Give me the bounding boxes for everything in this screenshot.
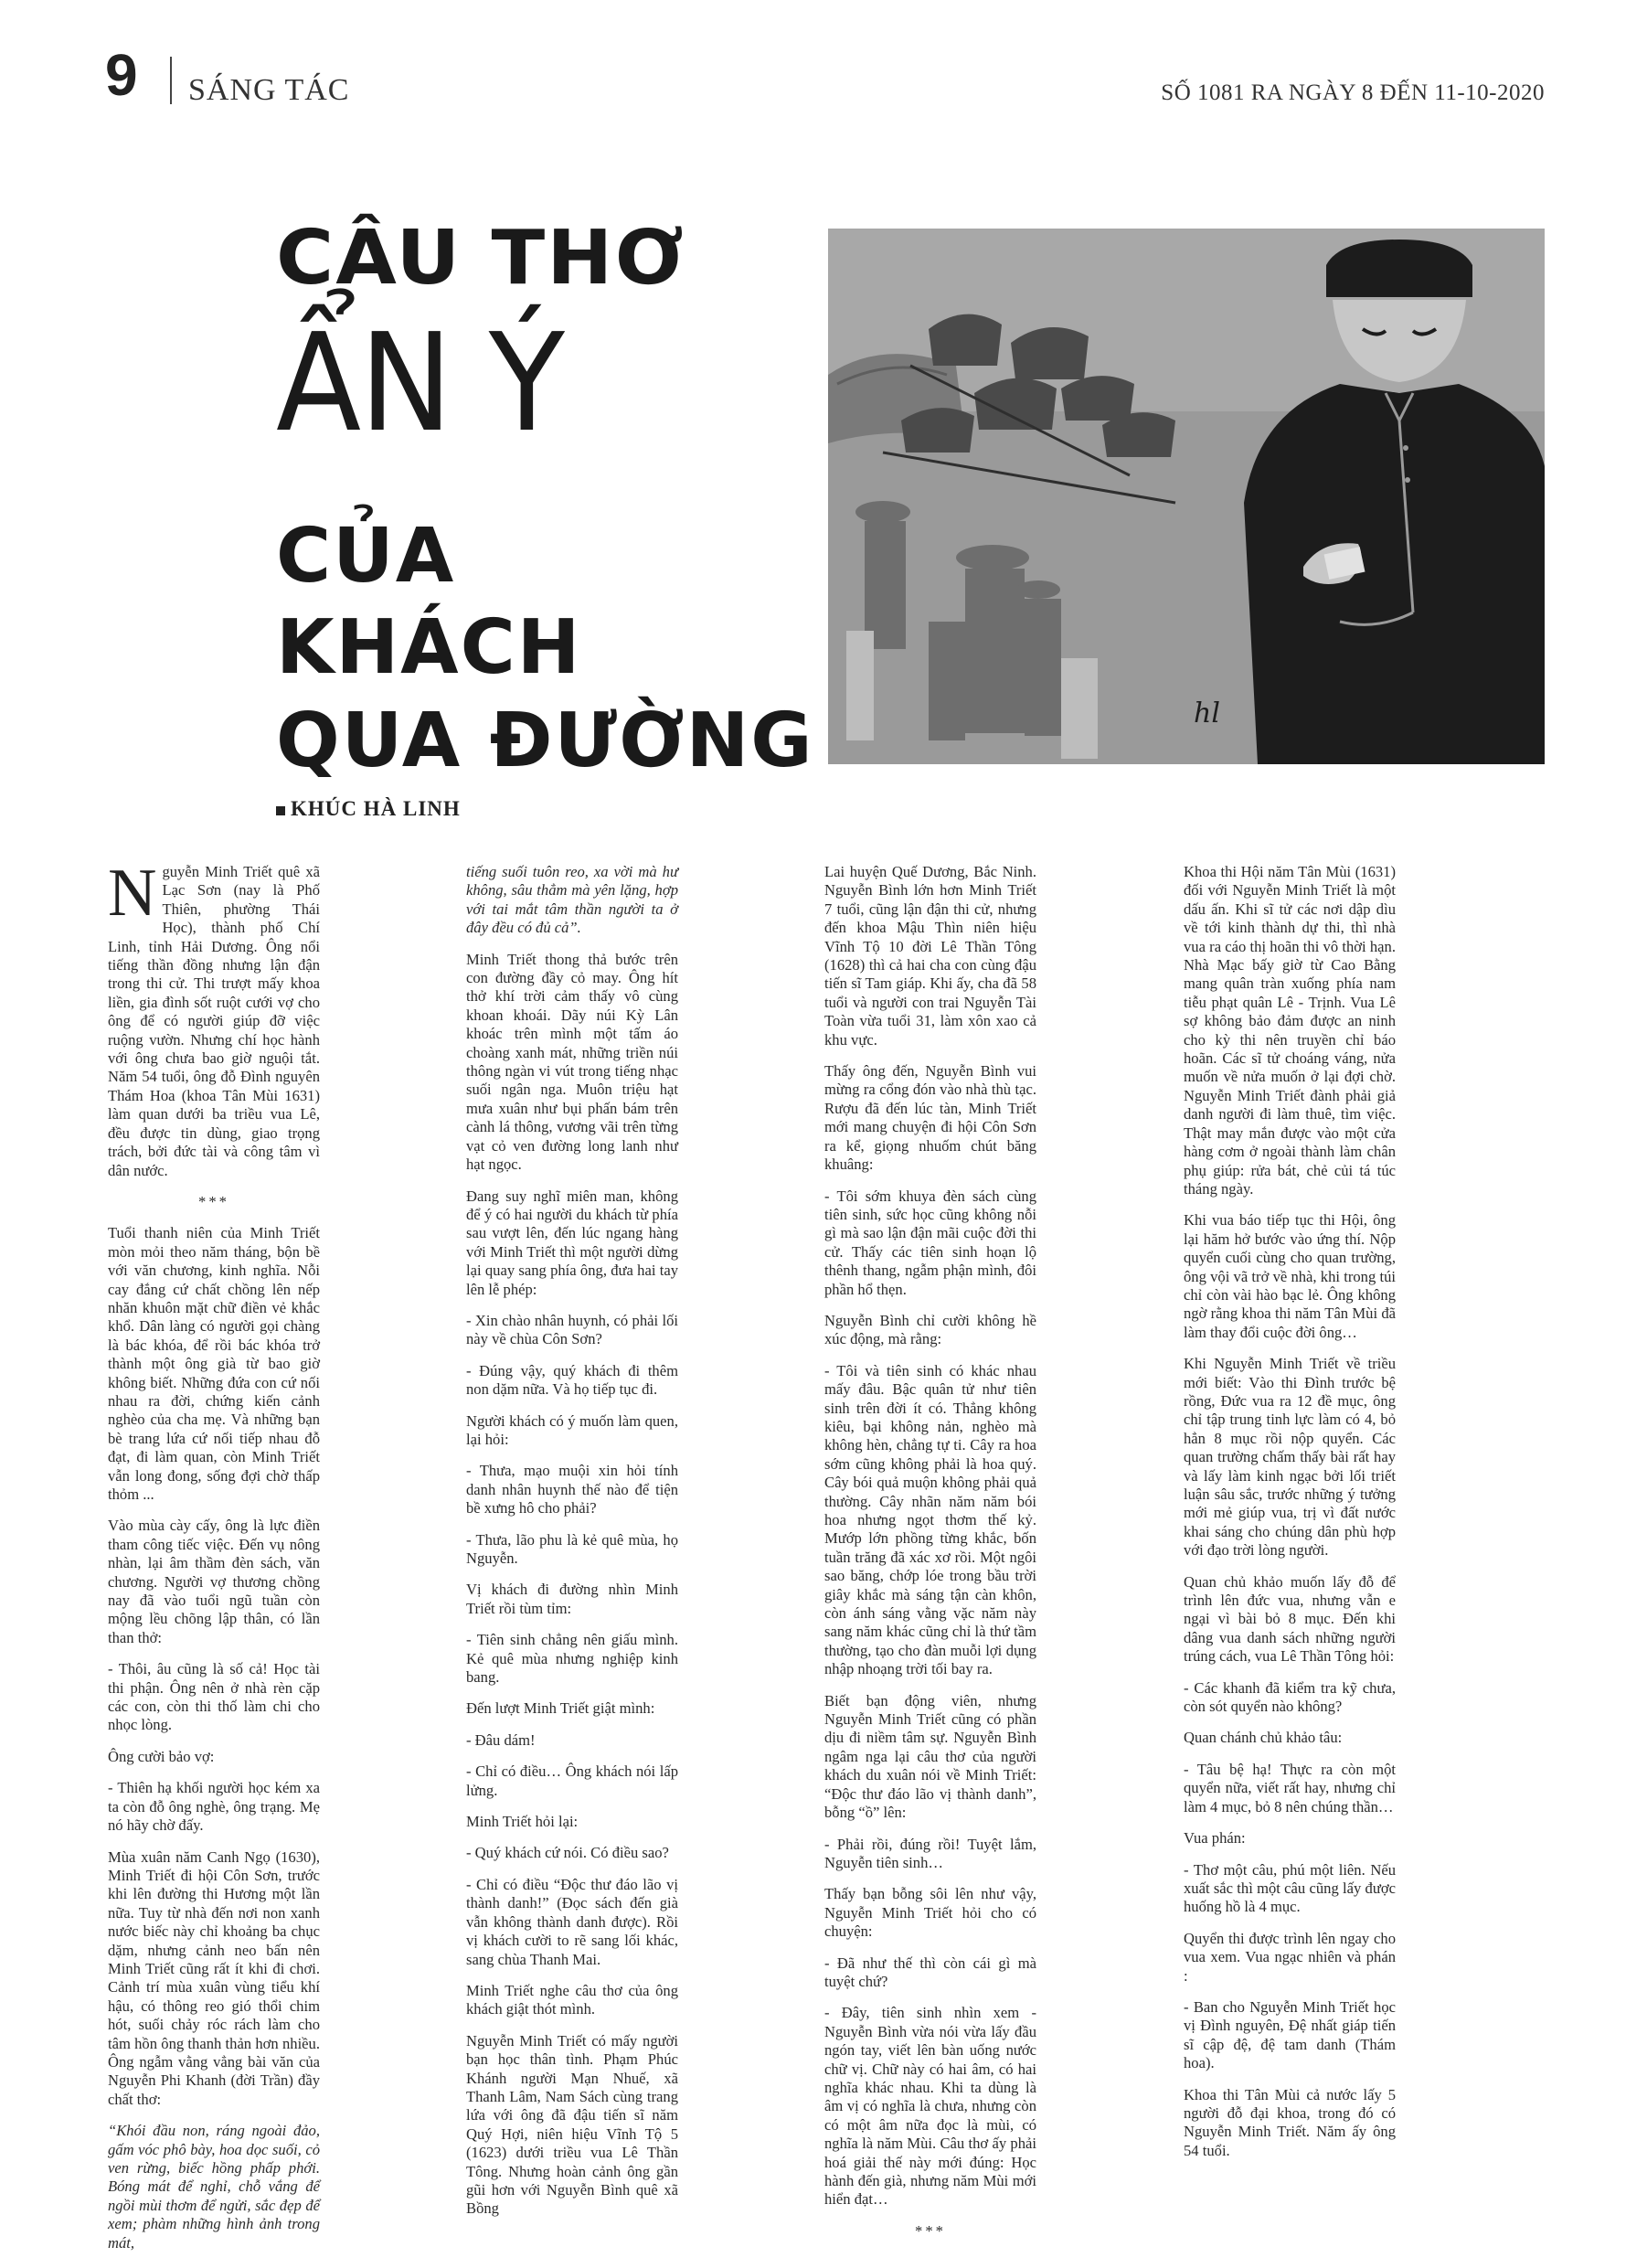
paragraph: - Thưa, mạo muội xin hỏi tính danh nhân huynh thế nào để tiện bề xưng hô cho phải? — [466, 1462, 678, 1517]
paragraph: Tuổi thanh niên của Minh Triết mòn mỏi theo năm tháng, bộn bề với văn chương, kinh nghĩa. Nỗi cay đắng cứ chất chồng lên nếp nhăn khuôn mặt chữ điền vẻ khắc khổ. Dân làng có người gọi chàng là bác khóa, để rồi bác khóa trở thành một ông già từ bao giờ không biết. Những đứa con cứ nối nhau ra đời, chứng kiến cảnh nghèo của cha mẹ. Và những bạn bè trang lứa cứ nối tiếp nhau đỗ đạt, đi làm quan, còn Minh Triết vẫn long đong, sống đợi chờ thấp thỏm ... — [108, 1224, 320, 1503]
paragraph: - Thưa, lão phu là kẻ quê mùa, họ Nguyễn. — [466, 1530, 678, 1567]
paragraph: Người khách có ý muốn làm quen, lại hỏi: — [466, 1411, 678, 1448]
paragraph: - Đã như thế thì còn cái gì mà tuyệt chứ? — [824, 1954, 1036, 1990]
article-column-1 — [108, 856, 320, 2265]
paragraph: Mùa xuân năm Canh Ngọ (1630), Minh Triết đi hội Côn Sơn, trước khi lên đường thi Hương một lần nữa. Tuy từ nhà đến nơi non xanh nước biếc này chỉ khoảng ba chục dặm, nhưng cảnh neo bấn nên Minh Triết cũng rất ít khi đi chơi. Cảnh trí mùa xuân vùng tiểu khí hậu, có thông reo gió thổi chim hót, suối chảy róc rách làm cho tâm hồn ông thanh thản hơn nhiều. Ông ngẫm vằng vẳng bài văn của Nguyễn Phi Khanh (đời Trần) đầy chất thơ: — [108, 1847, 320, 2108]
article-illustration — [828, 229, 1545, 764]
paragraph: Minh Triết thong thả bước trên con đường đầy cỏ may. Ông hít thở khí trời cảm thấy vô cùng khoan khoái. Dãy núi Kỳ Lân khoác trên mình một tấm áo choàng xanh mát, những triền núi thông ngàn vi vút trong tiếng nhạc suối ngân nga. Muôn triệu hạt mưa xuân như bụi phấn bám trên cành lá thông, vương vãi trên từng vạt cỏ ven đường long lanh như hạt ngọc. — [466, 950, 678, 1174]
paragraph: Khoa thi Tân Mùi cả nước lấy 5 người đỗ đại khoa, trong đó có Nguyễn Minh Triết. Năm ấy ông 54 tuổi. — [1184, 2085, 1396, 2159]
paragraph: - Đây, tiên sinh nhìn xem - Nguyễn Bình vừa nói vừa lấy đầu ngón tay, viết lên bàn uống nước chữ vị. Chữ này có hai âm, có hai nghĩa khác nhau. Khi ta dùng là âm vị có nghĩa là chưa, nhưng còn có một âm nữa đọc là mùi, có nghĩa là năm Mùi. Câu thơ ấy phải hoá giải thế này mới đúng: Học hành đến già, nhưng năm Mùi mới hiển đạt… — [824, 2004, 1036, 2209]
paragraph: Nguyễn Bình chỉ cười không hề xúc động, mà rằng: — [824, 1311, 1036, 1348]
paragraph: - Chỉ có điều “Độc thư đáo lão vị thành danh!” (Đọc sách đến già vẫn không thành danh được). Rồi vị khách cười to rẽ sang lối khác, sang chùa Thanh Mai. — [466, 1875, 678, 1968]
paragraph: Ông cười bảo vợ: — [108, 1747, 215, 1765]
header-divider — [170, 57, 172, 104]
section-title: SÁNG TÁC — [188, 73, 350, 107]
title-line-1: CÂU THƠ — [276, 215, 685, 302]
article-column-2 — [466, 863, 678, 2231]
paragraph: Thấy bạn bỗng sôi lên như vậy, Nguyễn Minh Triết hỏi cho có chuyện: — [824, 1885, 1036, 1941]
paragraph: Quyển thi được trình lên ngay cho vua xem. Vua ngạc nhiên và phán : — [1184, 1929, 1396, 1985]
paragraph: Quan chủ khảo muốn lấy đỗ để trình lên đức vua, nhưng vẫn e ngại vì bài bỏ 8 mục. Đến khi dâng vua danh sách những người trúng cách, vua Lê Thần Tông hỏi: — [1184, 1572, 1396, 1666]
byline-bullet-icon — [276, 806, 285, 815]
paragraph: Khi vua báo tiếp tục thi Hội, ông lại hăm hở bước vào ứng thí. Nộp quyển cuối cùng cho quan trường, ông vội vã trở về nhà, khi trong túi chỉ còn vài hào bạc lẻ. Ông không ngờ rằng khoa thi năm Tân Mùi đã làm thay đổi cuộc đời ông… — [1184, 1211, 1396, 1341]
paragraph: - Xin chào nhân huynh, có phải lối này về chùa Côn Sơn? — [466, 1311, 678, 1348]
paragraph: - Tiên sinh chẳng nên giấu mình. Kẻ quê mùa nhưng nghiệp kinh bang. — [466, 1631, 678, 1687]
paragraph: - Ban cho Nguyễn Minh Triết học vị Đình nguyên, Đệ nhất giáp tiến sĩ cập đệ, đệ tam danh (Thám hoa). — [1184, 1997, 1396, 2072]
paragraph: - Đúng vậy, quý khách đi thêm non dặm nữa. Và họ tiếp tục đi. — [466, 1361, 678, 1399]
quote-paragraph: tiếng suối tuôn reo, xa vời mà hư không, sâu thẳm mà yên lặng, hợp với tai mắt tâm thần người ta ở đây đều có đủ cả”. — [466, 863, 678, 937]
paragraph: Minh Triết nghe câu thơ của ông khách giật thót mình. — [466, 1981, 678, 2018]
paragraph: - Đâu dám! — [466, 1730, 536, 1749]
paragraph: - Tôi sớm khuya đèn sách cùng tiên sinh, sức học cũng không nỗi gì mà sao lận đận mãi cuộc đời thi cử. Thấy các tiên sinh hoạn lộ thênh thang, ngẫm phận mình, đôi phần hổ thẹn. — [824, 1187, 1036, 1298]
paragraph: Nguyễn Minh Triết có mấy người bạn học thân tình. Phạm Phúc Khánh người Mạn Nhuế, xã Thanh Lâm, Nam Sách cùng trang lứa với ông đã đậu tiến sĩ năm Quý Hợi, niên hiệu Vĩnh Tộ 5 (1623) dưới triều vua Lê Thần Tông. Nhưng hoàn cảnh ông gần gũi hơn với Nguyễn Bình quê xã Bồng — [466, 2031, 678, 2218]
paragraph: Vị khách đi đường nhìn Minh Triết rồi tùm tỉm: — [466, 1581, 678, 1617]
paragraph: Biết bạn động viên, nhưng Nguyễn Minh Triết cũng có phần dịu đi niềm tâm sự. Nguyễn Bình ngâm nga lại câu thơ của người khách du xuân nói về Minh Triết: “Độc thư đáo lão vị thành danh”, bỗng “ồ” lên: — [824, 1691, 1036, 1822]
title-line-5: QUA ĐƯỜNG — [276, 697, 814, 784]
title-line-2: ẨN Ý — [276, 304, 564, 462]
title-line-4: KHÁCH — [276, 604, 582, 691]
paragraph: Khi Nguyễn Minh Triết về triều mới biết: Vào thi Đình trước bệ rồng, Đức vua ra 12 đề mục, ông chỉ tập trung tinh lực làm có 4, bỏ hẳn 8 mục rồi nộp quyển. Các quan trường chấm thấy bài rất hay và lấy làm kinh ngạc bởi lối triết luận sâu sắc, trước những ý tưởng mới mẻ giúp vua, trị vì đất nước khai sáng cho chúng dân phù hợp với đạo trời lòng người. — [1184, 1355, 1396, 1560]
quote-paragraph: “Khói đầu non, ráng ngoài đảo, gấm vóc phô bày, hoa dọc suối, cỏ ven rừng, biếc hồng phấp phới. Bóng mát để nghỉ, chỗ vắng để ngồi mùi thơm để ngửi, sắc đẹp để xem; phàm những hình ảnh trong mát, — [108, 2122, 320, 2252]
article-column-4 — [1184, 863, 1396, 2173]
section-divider: *** — [198, 1192, 229, 1210]
paragraph: Vua phán: — [1184, 1829, 1246, 1847]
paragraph: - Tôi và tiên sinh có khác nhau mấy đâu. Bậc quân tử như tiên sinh trên đời ít có. Thẳng không kiêu, bại không nản, nghèo mà không hèn, chẳng tự ti. Cây ra hoa sớm cũng không phải là hoa quý. Cây bói quả muộn không phải quả thường. Cây nhãn năm năm bói hoa nhưng ngọt thơm thế kỷ. Mướp lớn phồng từng khắc, bốn tuần trăng đã xác xơ rồi. Một ngôi sao băng, chớp lóe trong bầu trời giây khắc mà sáng tận càn khôn, còn ánh sáng vằng vặc năm này sang năm khác cũng chỉ là thứ tầm thường, tạo cho đàn muỗi lợi dụng nhập nhoạng trời tối bay ra. — [824, 1361, 1036, 1678]
paragraph: - Phải rồi, đúng rồi! Tuyệt lắm, Nguyễn tiên sinh… — [824, 1835, 1036, 1871]
paragraph: Nguyễn Minh Triết quê xã Lạc Sơn (nay là Phố Thiên, phường Thái Học), thành phố Chí Linh, tỉnh Hải Dương. Ông nổi tiếng thần đồng nhưng lận đận trong thi cử. Thi trượt mấy khoa liền, gia đình sốt ruột cưới vợ cho ông để có người giúp đỡ việc ruộng vườn. Nhưng chí học hành với ông chưa bao giờ nguội tắt. Năm 54 tuổi, ông đỗ Đình nguyên Thám Hoa (khoa Tân Mùi 1631) làm quan dưới ba triều vua Lê, đều được tin dùng, giao trọng trách, bởi đức tài và công tâm vì dân nước. — [108, 856, 320, 1179]
section-divider: *** — [915, 2221, 946, 2240]
paragraph: Đến lượt Minh Triết giật mình: — [466, 1699, 655, 1718]
paragraph: Đang suy nghĩ miên man, không để ý có hai người du khách từ phía sau vượt lên, đến lúc ngang hàng với Minh Triết thì một người dừng lại quay sang phía ông, đưa hai tay lên lễ phép: — [466, 1187, 678, 1298]
paragraph: Quan chánh chủ khảo tâu: — [1184, 1729, 1343, 1747]
issue-info: SỐ 1081 RA NGÀY 8 ĐẾN 11-10-2020 — [1161, 80, 1545, 105]
title-line-3: CỦA — [276, 513, 456, 600]
paragraph: - Các khanh đã kiểm tra kỹ chưa, còn sót quyển nào không? — [1184, 1678, 1396, 1716]
paragraph: Vào mùa cày cấy, ông là lực điền tham công tiếc việc. Đến vụ nông nhàn, lại âm thầm đèn sách, văn chương. Người vợ thương chồng nay đã vào tuổi ngũ tuần còn mộng lều chõng lập thân, có lần than thở: — [108, 1517, 320, 1646]
article-column-3 — [824, 863, 1036, 2253]
paragraph: - Quý khách cứ nói. Có điều sao? — [466, 1844, 669, 1862]
paragraph: Minh Triết hỏi lại: — [466, 1813, 579, 1831]
paragraph: - Chỉ có điều… Ông khách nói lấp lửng. — [466, 1762, 678, 1799]
illustration-signature: hl — [1194, 697, 1220, 729]
paragraph: Khoa thi Hội năm Tân Mùi (1631) đối với Nguyễn Minh Triết là một dấu ấn. Khi sĩ tử các nơi dập dìu về tới kinh thành dự thi, thì nhà vua ra cáo thị hoãn thi vô thời hạn. Nhà Mạc bấy giờ từ Cao Bằng mang quân tràn xuống phía nam tiễu phạt quân Lê - Trịnh. Vua Lê sợ không bảo đảm được an ninh cho kỳ thi nên truyền chỉ báo hoãn. Các sĩ tử choáng váng, nửa muốn về nửa muốn ở lại đợi chờ. Nguyễn Minh Triết đành phải giả danh người đi làm thuê, tìm việc. Thật may mắn được vào một cửa hàng cơm ở ngoài thành làm chân phụ giúp: rửa bát, chẻ củi tá túc tháng ngày. — [1184, 863, 1396, 1198]
author-byline: KHÚC HÀ LINH — [291, 797, 461, 820]
paragraph: - Tâu bệ hạ! Thực ra còn một quyển nữa, viết rất hay, nhưng chỉ làm 4 mục, bỏ 8 nên chúng thần… — [1184, 1760, 1396, 1815]
page-number: 9 — [105, 42, 138, 108]
paragraph: - Thơ một câu, phú một liên. Nếu xuất sắc thì một câu cũng lấy được huống hồ là 4 mục. — [1184, 1860, 1396, 1916]
paragraph: Lai huyện Quế Dương, Bắc Ninh. Nguyễn Bình lớn hơn Minh Triết 7 tuổi, cũng lận đận thi cử, nhưng đến khoa Mậu Thìn niên hiệu Vĩnh Tộ 10 đời Lê Thần Tông (1628) thì cả hai cha con cùng đậu tiến sĩ Tam giáp. Khi ấy, cha đã 58 tuổi và người con trai Nguyễn Tài Toàn vừa tuổi 31, làm xôn xao cả khu vực. — [824, 863, 1036, 1049]
paragraph: Thấy ông đến, Nguyễn Bình vui mừng ra cổng đón vào nhà thù tạc. Rượu đã đến lúc tàn, Minh Triết mới mang chuyện đi hội Côn Sơn ra kể, giọng nhuốm chút băng khuâng: — [824, 1062, 1036, 1174]
paragraph: - Thiên hạ khối người học kém xa ta còn đỗ ông nghè, ông trạng. Mẹ nó hãy chờ đấy. — [108, 1779, 320, 1835]
drop-cap: N — [108, 856, 157, 931]
paragraph: - Thôi, âu cũng là số cả! Học tài thi phận. Ông nên ở nhà rèn cặp các con, còn thi thố làm chi cho nhọc lòng. — [108, 1660, 320, 1734]
